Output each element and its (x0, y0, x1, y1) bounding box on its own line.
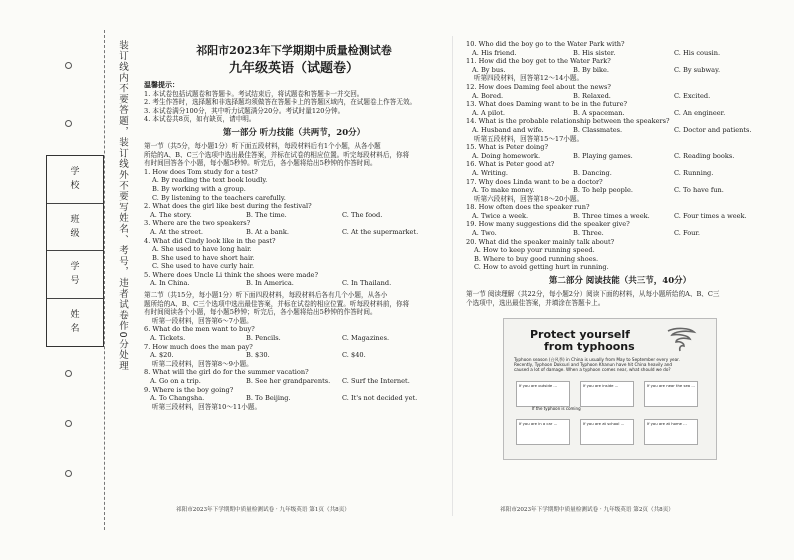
reading-intro: 个选项中，选出最佳答案，并填涂在答题卡上。 (466, 298, 605, 307)
page-divider (452, 36, 453, 516)
option: C. Surf the Internet. (342, 377, 410, 385)
option: C. Running. (674, 168, 714, 177)
option: C. Magazines. (342, 334, 390, 343)
page-2 (466, 40, 774, 307)
option-row (466, 186, 774, 195)
question-stem: 5. Where does Uncle Li think the shoes were made? (144, 270, 318, 279)
option: A. Tickets. (150, 334, 186, 343)
poster-tip-box: If you are outside ... (516, 381, 570, 407)
option: B. Pencils. (246, 334, 281, 343)
question-stem: 4. What did Cindy look like in the past? (144, 236, 276, 245)
binding-hole-mark (65, 420, 72, 427)
option: A. Bored. (472, 91, 504, 100)
option: A. $20. (150, 351, 174, 360)
option: B. A spaceman. (573, 108, 625, 117)
binding-warning-text: 装订线内不要答题，装订线外不要写姓名、考号，违者试卷作0分处理 (117, 40, 128, 372)
listening-instruction: 听第五段材料，回答第15～17小题。 (474, 134, 584, 143)
student-number-label: 学号 (70, 262, 80, 287)
option: A. A pilot. (472, 108, 505, 117)
binding-strip (0, 0, 140, 560)
notice-item: 2. 考生作答时，选择题和非选择题均须做答在答题卡上的答题区域内，在试题卷上作答无效。 (144, 98, 417, 107)
student-info-box (46, 155, 104, 347)
binding-dashed-line (104, 30, 105, 530)
question-stem: 15. What is Peter doing? (466, 143, 549, 152)
option: B. In America. (246, 279, 294, 288)
question-stem: 12. How does Daming feel about the news? (466, 82, 611, 91)
option-row (144, 351, 444, 360)
class-field[interactable] (47, 204, 103, 252)
option-row (466, 229, 774, 238)
option-row (144, 394, 444, 403)
option: B. The time. (246, 210, 287, 219)
question-stem: 14. What is the probable relationship between the speakers? (466, 117, 670, 126)
option: C. Doctor and patients. (674, 125, 752, 134)
poster-tip-box: If you are at school ... (580, 419, 634, 445)
option-row (144, 211, 444, 220)
option: C. His cousin. (674, 48, 721, 57)
school-field[interactable] (47, 156, 103, 204)
option: B. Playing games. (573, 151, 633, 160)
notice-item: 4. 本试卷共8页，如有缺页，请申明。 (144, 115, 256, 124)
question-stem: 16. What is Peter good at? (466, 160, 555, 169)
name-field[interactable] (47, 299, 103, 346)
poster-tip-box: If you are in a car ... (516, 419, 570, 445)
question-stem: 18. How often does the speaker run? (466, 203, 590, 212)
section1-intro: 第一节（共5分，每小题1分）听下面五段材料，每段材料后有1个小题，从各小题 (144, 141, 381, 150)
option: B. By bike. (573, 65, 610, 74)
poster-title-line: from typhoons (544, 340, 635, 353)
option: B. $30. (246, 351, 270, 360)
option-row (144, 334, 444, 343)
option: C. $40. (342, 351, 366, 360)
option: B. Three. (573, 229, 604, 238)
option: A. Husband and wife. (472, 125, 544, 134)
option: A. How to keep your running speed. (474, 246, 595, 255)
binding-hole-mark (65, 370, 72, 377)
option: B. To help people. (573, 186, 633, 195)
notice-item: 3. 本试卷满分100分，其中听力试题满分20分。考试时量120分钟。 (144, 106, 345, 115)
page-1-footer: 祁阳市2023年下学期期中质量检测试卷 · 九年级英语 第1页（共8页） (176, 507, 350, 513)
option: C. By subway. (674, 65, 721, 74)
question-stem: 19. How many suggestions did the speaker give? (466, 220, 630, 229)
poster-divider-text: If the typhoon is coming (532, 406, 581, 411)
reading-intro: 第一节 阅读理解（共22分，每小题2分）阅读下面的材料，从每小题所给的A、B、C三 (466, 290, 720, 299)
question-stem: 13. What does Daming want to be in the future? (466, 100, 628, 109)
typhoon-poster (503, 318, 717, 460)
binding-hole-mark (65, 120, 72, 127)
option: B. Three times a week. (573, 211, 650, 220)
option: A. At the street. (150, 227, 203, 236)
notice-item: 1. 本试卷包括试题卷和答题卡。考试结束后，将试题卷和答题卡一并交回。 (144, 89, 364, 98)
option: B. She used to have short hair. (152, 253, 255, 262)
section2-intro: 第二节（共15分，每小题1分）听下面四段材料，每段材料后各有几个小题，从各小 (144, 291, 388, 300)
option: A. To Changsha. (150, 394, 205, 403)
listening-instruction: 听第四段材料，回答第12～14小题。 (474, 74, 584, 83)
binding-hole-mark (65, 62, 72, 69)
option: C. How to avoid getting hurt in running. (474, 263, 609, 272)
option: B. Where to buy good running shoes. (474, 254, 599, 263)
question-stem: 7. How much does the man pay? (144, 342, 253, 351)
section1-intro: 有时间回答各个小题，每小题5秒钟。听完后，各小题将给出5秒钟的作答时间。 (144, 159, 377, 168)
option: B. To Beijing. (246, 394, 291, 403)
poster-title (530, 329, 635, 353)
option: C. Four times a week. (674, 211, 747, 220)
option: C. The food. (342, 210, 383, 219)
listening-instruction: 听第二段材料，回答第8～9小题。 (152, 359, 253, 368)
option-row (466, 169, 774, 178)
poster-tip-box: If you are at home ... (644, 419, 698, 445)
option: A. Two. (472, 229, 497, 238)
listening-instruction: 听第三段材料，回答第10～11小题。 (152, 402, 262, 411)
option: B. Relaxed. (573, 91, 611, 100)
option-row (466, 49, 774, 58)
section2-intro: 有时间阅读各个小题，每小题5秒钟；听完后，各小题将给出5秒钟的作答时间。 (144, 308, 377, 317)
binding-hole-mark (65, 470, 72, 477)
question-stem: 2. What does the girl like best during the festival? (144, 202, 312, 211)
section1-intro: 所给的A、B、C三个选项中选出最佳答案，并标在试卷的相应位置。听完每段材料后，你将 (144, 150, 410, 159)
option: A. In China. (150, 279, 190, 288)
question-stem: 8. What will the girl do for the summer vacation? (144, 368, 309, 377)
part1-heading: 第一部分 听力技能（共两节，20分） (222, 127, 366, 138)
option: C. An engineer. (674, 108, 726, 117)
poster-body: Typhoon season (台风季) in China is usually from May to September every year. Recently, Typhoon Doksuri and Typhoon Khanun have hit China heavily and caused a lot of damage. When a typhoon comes near, what should we do? (514, 357, 680, 372)
option: A. She used to have long hair. (152, 245, 252, 254)
poster-tip-box: If you are inside ... (580, 381, 634, 407)
option: C. To have fun. (674, 186, 724, 195)
option-row (144, 377, 444, 386)
question-stem: 9. Where is the boy going? (144, 385, 234, 394)
question-stem: 20. What did the speaker mainly talk about? (466, 237, 615, 246)
option-row (466, 212, 774, 221)
listening-instruction: 听第一段材料，回答第6～7小题。 (152, 316, 253, 325)
part2-heading: 第二部分 阅读技能（共三节，40分） (548, 276, 692, 287)
option-row (466, 126, 774, 135)
option-row (466, 152, 774, 161)
option: A. The story. (150, 210, 192, 219)
option: B. Classmates. (573, 125, 623, 134)
class-label: 班级 (70, 214, 80, 239)
option-row (466, 109, 774, 118)
option: C. It's not decided yet. (342, 394, 418, 403)
page-1 (144, 44, 444, 411)
option: A. Doing homework. (472, 151, 541, 160)
option: A. By bus. (472, 65, 506, 74)
option: B. By working with a group. (152, 184, 246, 193)
option: A. Go on a trip. (150, 377, 201, 385)
poster-title-line: Protect yourself (530, 328, 630, 341)
school-label: 学校 (70, 167, 80, 192)
section2-intro: 题所给的A、B、C三个选项中选出最佳答案，并标在试卷的相应位置。听每段材料前，你将 (144, 299, 410, 308)
question-stem: 6. What do the men want to buy? (144, 325, 255, 334)
poster-tip-box: If you are near the sea ... (644, 381, 698, 407)
page-2-footer: 祁阳市2023年下学期期中质量检测试卷 · 九年级英语 第2页（共8页） (500, 507, 674, 513)
question-stem: 11. How did the boy get to the Water Park? (466, 57, 611, 66)
question-stem: 1. How does Tom study for a test? (144, 167, 258, 176)
option: C. Excited. (674, 91, 711, 100)
option: B. His sister. (573, 48, 616, 57)
option: B. At a bank. (246, 227, 289, 236)
option-row (466, 92, 774, 101)
option: B. Dancing. (573, 168, 612, 177)
option-row (466, 66, 774, 75)
name-label: 姓名 (70, 309, 80, 334)
exam-subtitle: 九年级英语（试题卷） (228, 61, 359, 76)
option: C. Reading books. (674, 151, 735, 160)
notice-heading: 温馨提示： (144, 80, 179, 89)
exam-title: 祁阳市2023年下学期期中质量检测试卷 (196, 44, 392, 57)
option: C. At the supermarket. (342, 227, 419, 236)
option-row (144, 228, 444, 237)
option: A. His friend. (472, 48, 517, 57)
option: C. She used to have curly hair. (152, 262, 255, 271)
option-row (144, 279, 444, 288)
question-stem: 17. Why does Linda want to be a doctor? (466, 177, 603, 186)
question-stem: 10. Who did the boy go to the Water Park with? (466, 40, 625, 48)
typhoon-swirl-icon (664, 325, 698, 355)
option: A. Writing. (472, 168, 509, 177)
option: A. By reading the text book loudly. (152, 176, 268, 185)
option: C. By listening to the teachers carefully. (152, 193, 286, 202)
option: C. Four. (674, 229, 700, 238)
option: B. See her grandparents. (246, 377, 331, 385)
option: C. In Thailand. (342, 279, 392, 288)
student-number-field[interactable] (47, 251, 103, 299)
listening-instruction: 听第六段材料，回答第18～20小题。 (474, 194, 584, 203)
option: A. Twice a week. (472, 211, 529, 220)
option: A. To make money. (472, 186, 535, 195)
question-stem: 3. Where are the two speakers? (144, 219, 251, 228)
